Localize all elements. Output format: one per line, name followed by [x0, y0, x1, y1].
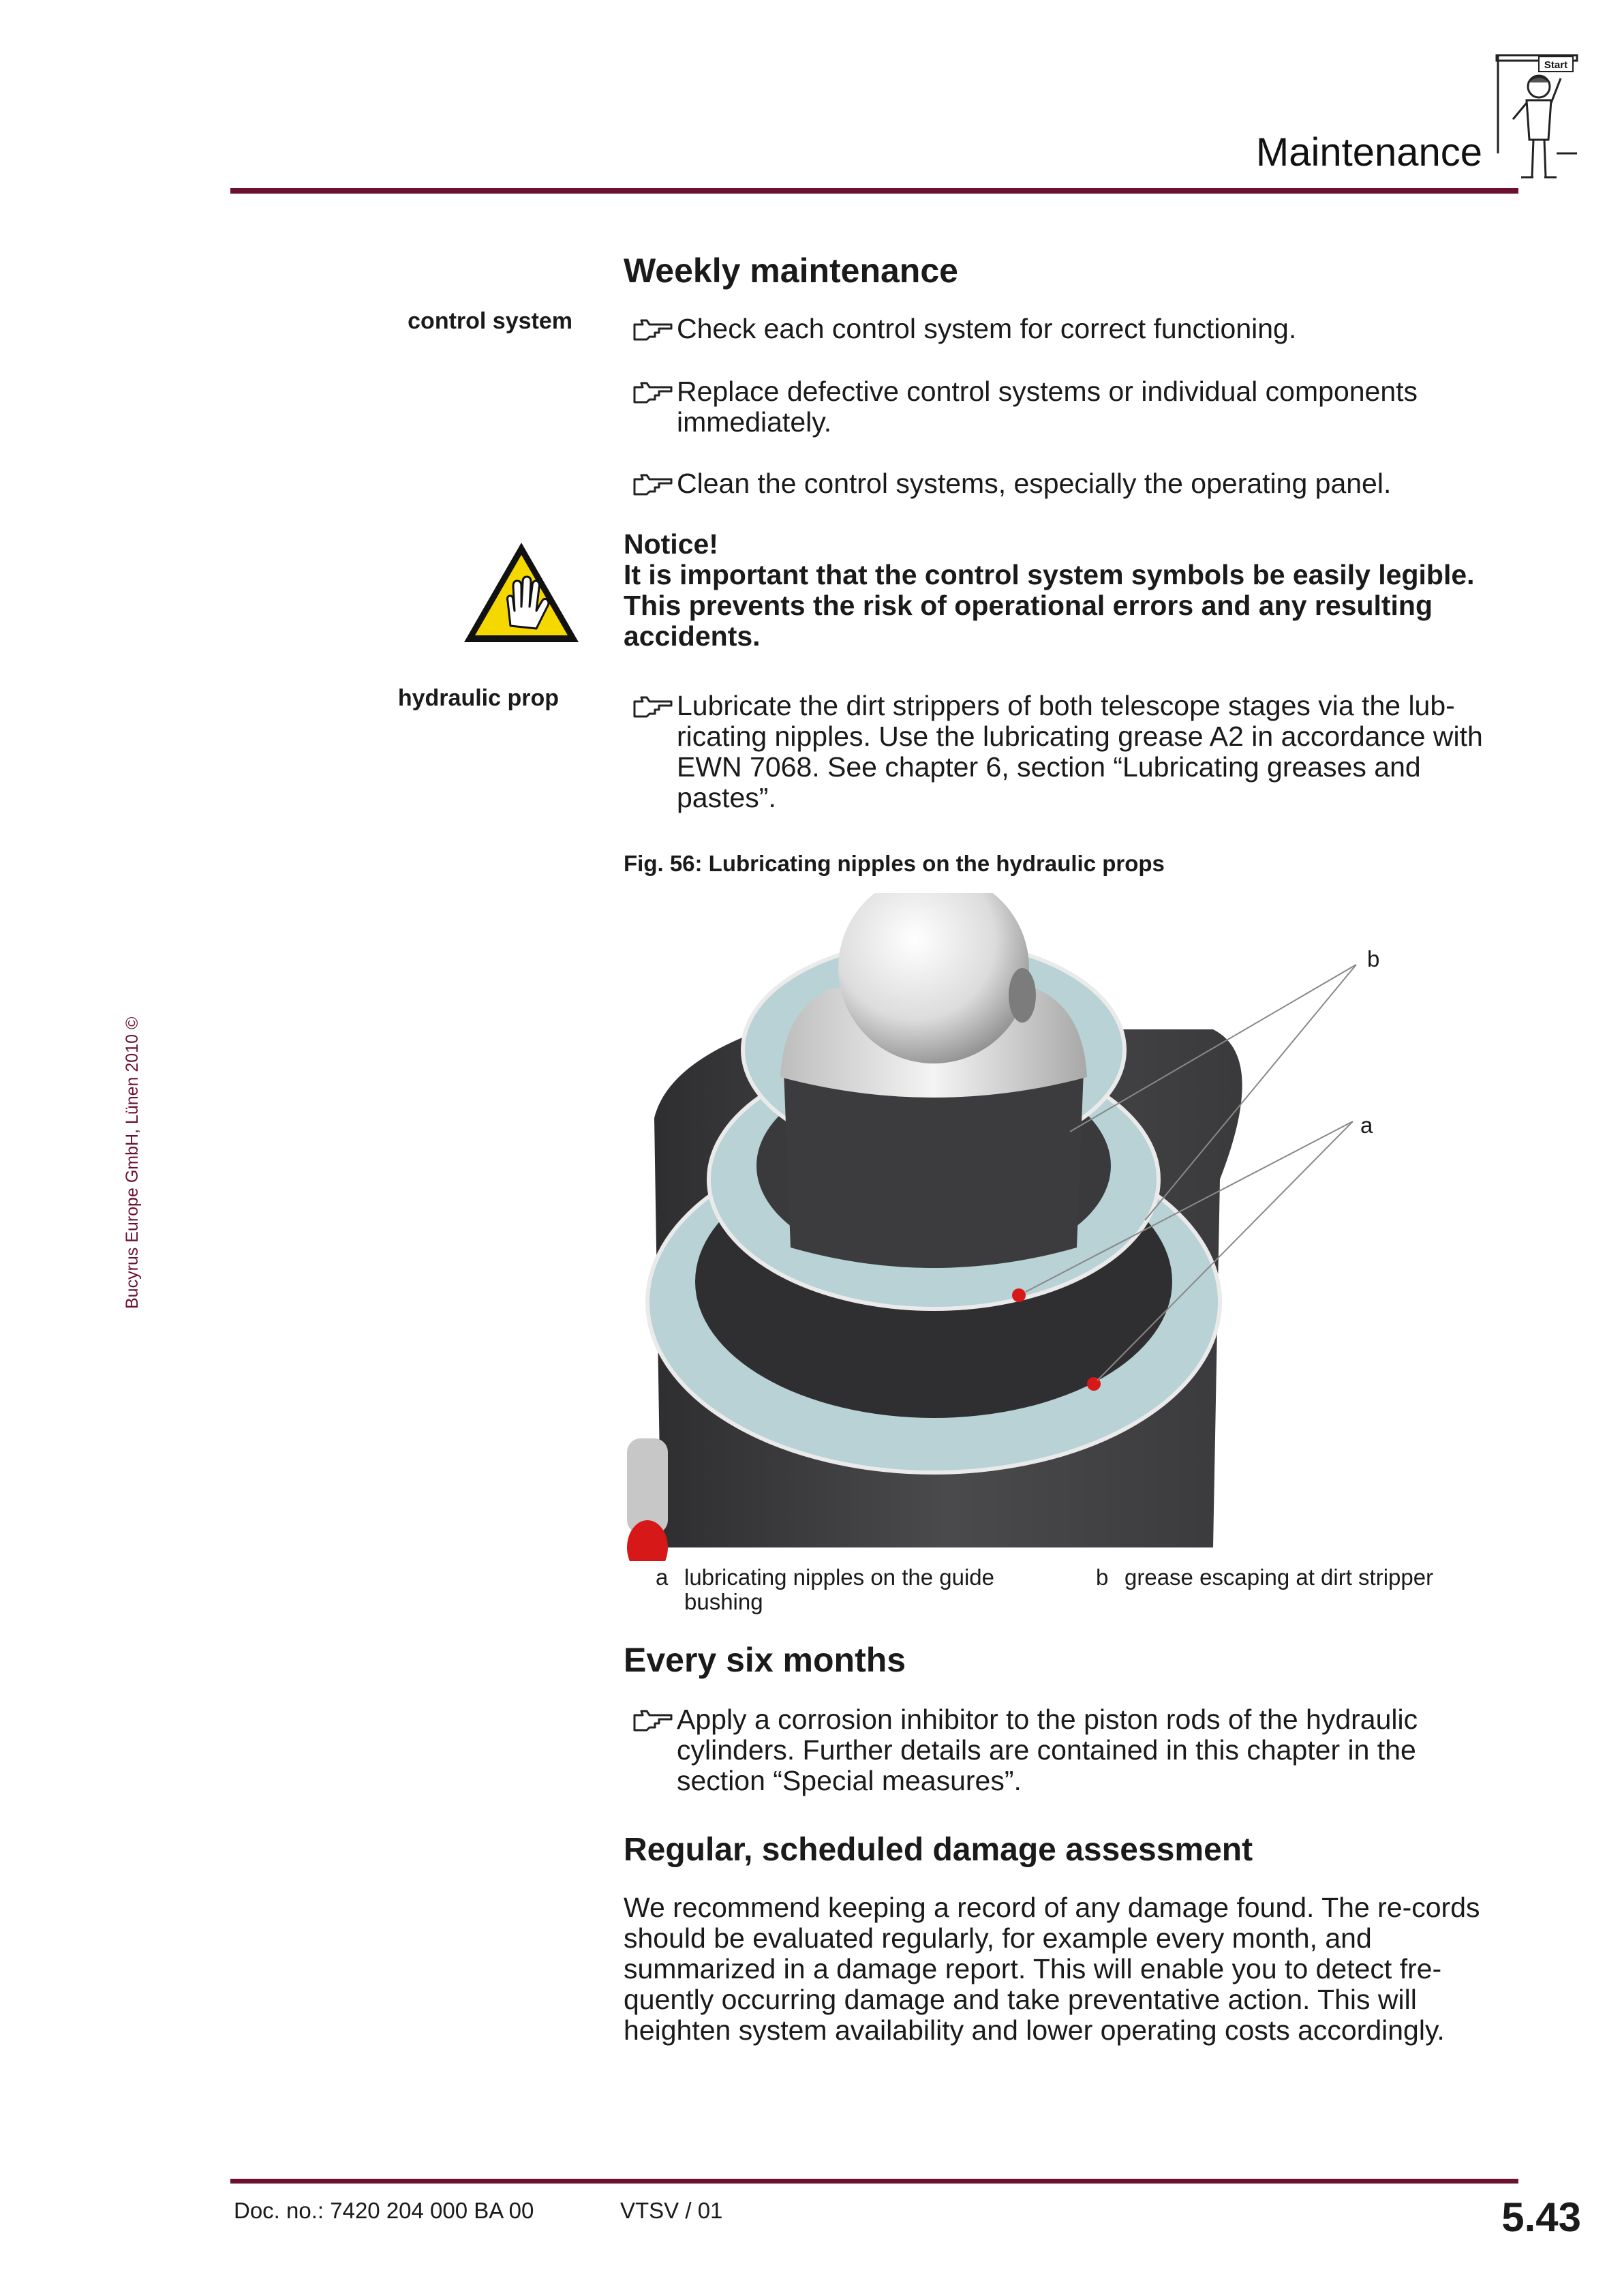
bullet-text: Apply a corrosion inhibitor to the piston rods of the hydraulic cylinders. Further details are contained in this chapter in the section “Special measures”.: [677, 1704, 1418, 1796]
warning-hand-icon: [460, 539, 583, 648]
pointing-hand-icon: [632, 1707, 674, 1733]
pointing-hand-icon: [632, 693, 674, 719]
hydraulic-prop-figure: [613, 893, 1472, 1561]
doc-version: VTSV / 01: [620, 2198, 723, 2223]
legend-text: grease escaping at dirt stripper: [1124, 1565, 1434, 1590]
section-title-damage: Regular, scheduled damage assessment: [624, 1832, 1253, 1868]
page-title: Maintenance: [1255, 130, 1482, 175]
callout-b: b: [1367, 946, 1380, 971]
notice-heading: Notice!: [624, 528, 718, 560]
legend-item-b: [1096, 1565, 1532, 1590]
figure-caption: Fig. 56: Lubricating nipples on the hydraulic props: [624, 851, 1165, 876]
header-rule: [230, 188, 1518, 194]
bullet-item: [624, 1704, 1510, 1796]
start-badge: Start: [1544, 59, 1568, 71]
section-title-weekly: Weekly maintenance: [624, 252, 958, 290]
start-person-icon: [1491, 51, 1580, 187]
notice-text: It is important that the control system symbols be easily legible. This prevents the risk of operational errors and any resulting accidents.: [624, 559, 1475, 652]
bullet-text: Lubricate the dirt strippers of both telescope stages via the lub-ricating nipples. Use the lubricating grease A2 in accordance with EWN 7068. See chapter 6, section “Lubricating greases and pastes”.: [677, 690, 1483, 813]
legend-letter: b: [1096, 1565, 1109, 1590]
page-number: 5.43: [1501, 2194, 1581, 2240]
pointing-hand-icon: [632, 379, 674, 405]
copyright-notice: Bucyrus Europe GmbH, Lünen 2010 ©: [123, 1016, 142, 1309]
pointing-hand-icon: [632, 316, 674, 342]
callout-a: a: [1360, 1113, 1373, 1138]
legend-text: lubricating nipples on the guide bushing: [684, 1565, 994, 1614]
pointing-hand-icon: [632, 471, 674, 497]
bullet-item: [624, 468, 1510, 499]
damage-paragraph: We recommend keeping a record of any damage found. The re-cords should be evaluated regularly, for example every month, and summarized in a damage report. This will enable you to detect fre-quently occurring damage and take preventative action. This will heighten system availability and lower operating costs accordingly.: [624, 1892, 1480, 2046]
side-label-hydraulic-prop: hydraulic prop: [397, 685, 559, 711]
bullet-item: [624, 314, 1510, 344]
legend-letter: a: [656, 1565, 669, 1590]
legend-item-a: [656, 1565, 1037, 1614]
side-label-control-system: control system: [408, 308, 572, 334]
doc-number: Doc. no.: 7420 204 000 BA 00: [234, 2198, 534, 2223]
bullet-item: [624, 376, 1510, 438]
bullet-item: [624, 691, 1510, 813]
footer-rule: [230, 2179, 1518, 2184]
section-title-six-months: Every six months: [624, 1641, 906, 1679]
bullet-text: Clean the control systems, especially the operating panel.: [677, 468, 1392, 499]
bullet-text: Check each control system for correct functioning.: [677, 313, 1297, 344]
bullet-text: Replace defective control systems or individual components immediately.: [677, 376, 1418, 438]
